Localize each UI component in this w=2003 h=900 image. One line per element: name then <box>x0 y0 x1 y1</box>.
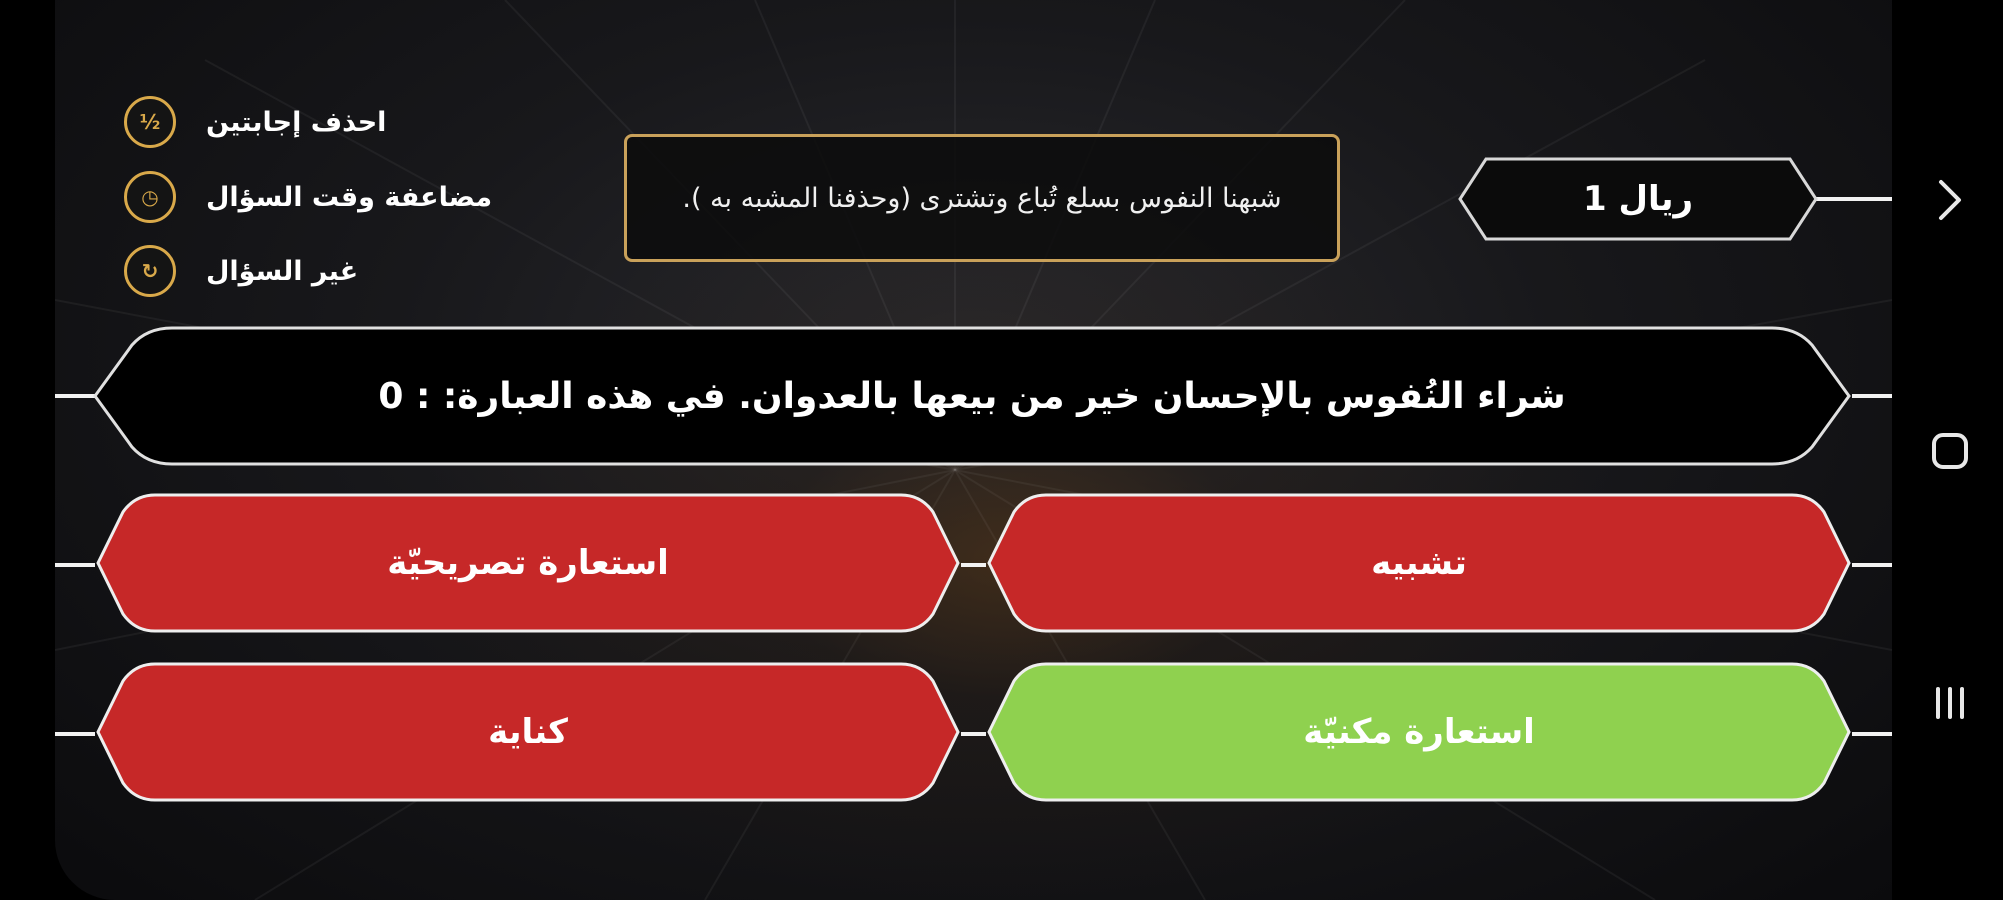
lifeline-label: احذف إجابتين <box>206 106 387 138</box>
answer-connector-right-2 <box>1852 732 1892 736</box>
answer-label: تشبيه <box>1371 543 1467 583</box>
answer-connector-mid-1 <box>961 563 986 567</box>
double-time-icon: ◷ <box>124 171 176 223</box>
answer-option-4[interactable] <box>95 661 961 803</box>
home-icon[interactable] <box>1920 421 1980 481</box>
hint-text: شبهنا النفوس بسلع تُباع وتشترى (وحذفنا المشبه به ). <box>682 182 1282 214</box>
answer-connector-right-1 <box>1852 563 1892 567</box>
game-screen <box>55 0 1892 900</box>
recents-icon[interactable] <box>1920 673 1980 733</box>
answer-option-1[interactable] <box>986 492 1852 634</box>
lifeline-change-question[interactable] <box>124 241 358 301</box>
back-chevron-icon[interactable] <box>1920 170 1980 230</box>
lifeline-double-time[interactable] <box>124 167 492 227</box>
answer-connector-left-1 <box>55 563 95 567</box>
lifeline-remove-two[interactable] <box>124 92 386 152</box>
answer-connector-left-2 <box>55 732 95 736</box>
question-connector-right <box>1852 394 1892 398</box>
answer-connector-mid-2 <box>961 732 986 736</box>
lifeline-label: مضاعفة وقت السؤال <box>206 181 493 213</box>
change-question-icon: ↻ <box>124 245 176 297</box>
answer-label: استعارة مكنيّة <box>1303 712 1535 752</box>
hint-box <box>624 134 1340 262</box>
prize-label: ريال 1 <box>1582 179 1694 219</box>
fifty-fifty-icon: ½ <box>124 96 176 148</box>
lifeline-label: غير السؤال <box>206 255 359 287</box>
question-connector-left <box>55 394 95 398</box>
answer-option-2[interactable] <box>95 492 961 634</box>
answer-label: كناية <box>488 712 568 752</box>
question-text: شراء النُفوس بالإحسان خير من بيعها بالعدوان. في هذه العبارة: : 0 <box>378 375 1566 417</box>
answer-option-3[interactable] <box>986 661 1852 803</box>
answer-label: استعارة تصريحيّة <box>387 543 669 583</box>
